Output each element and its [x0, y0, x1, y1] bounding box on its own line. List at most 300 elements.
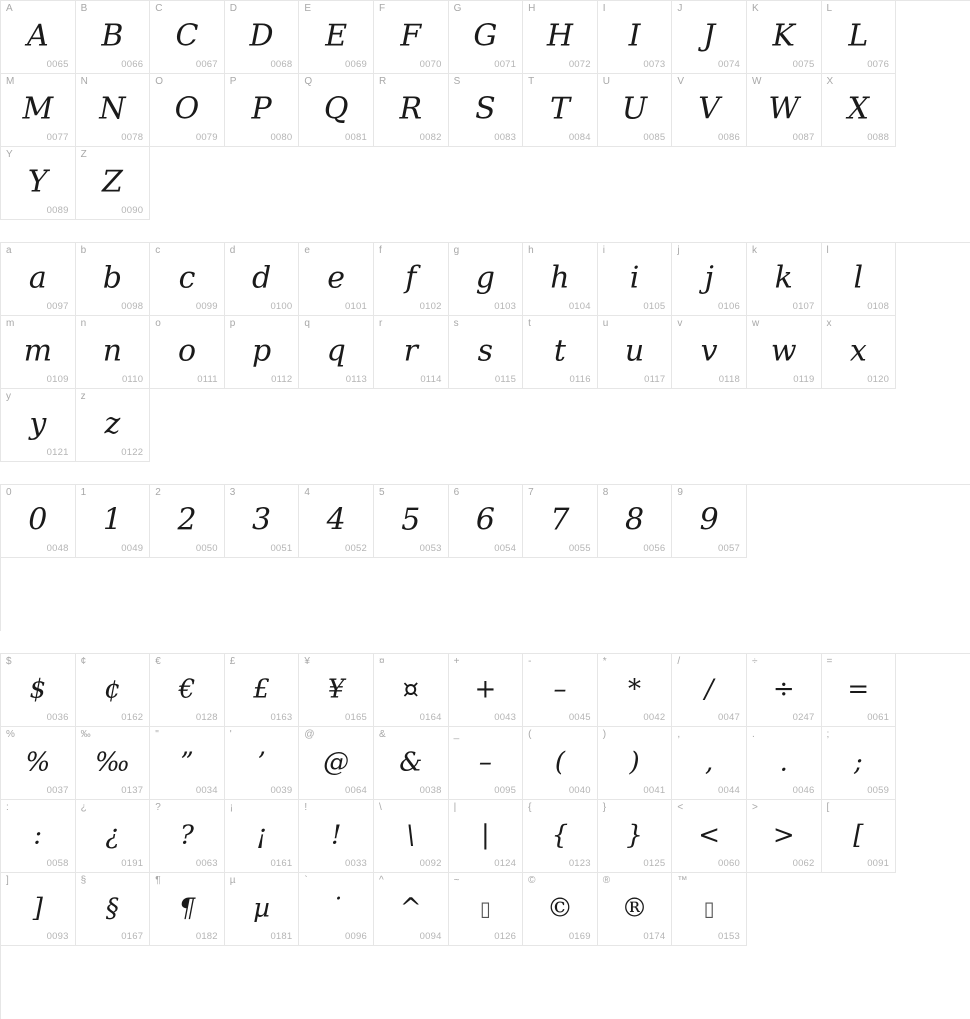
glyph-preview: F — [400, 18, 422, 54]
glyph-char-label: D — [229, 3, 238, 14]
glyph-code: 0068 — [270, 59, 293, 70]
glyph-cell[interactable] — [672, 74, 747, 147]
glyph-char-label: I — [602, 3, 606, 14]
glyph-char-label: * — [602, 656, 607, 667]
glyph-preview: * — [628, 674, 642, 705]
glyph-code: 0063 — [195, 858, 218, 869]
glyph-char-label: § — [80, 875, 87, 886]
glyph-preview: U — [621, 91, 648, 127]
glyph-code: 0161 — [270, 858, 293, 869]
glyph-preview: ¶ — [178, 893, 196, 924]
glyph-cell[interactable] — [598, 873, 673, 946]
glyph-char-label: 3 — [229, 487, 236, 498]
glyph-preview: ¡ — [256, 820, 267, 851]
glyph-code: 0181 — [270, 931, 293, 942]
glyph-code: 0099 — [195, 301, 218, 312]
block-separator — [0, 631, 970, 653]
glyph-char-label: r — [378, 318, 383, 329]
glyph-char-label: , — [677, 729, 681, 740]
glyph-cell[interactable] — [747, 243, 822, 316]
glyph-code: 0101 — [345, 301, 367, 312]
glyph-cell[interactable] — [523, 243, 598, 316]
glyph-cell[interactable] — [598, 74, 673, 147]
glyph-preview: ^ — [399, 893, 422, 924]
glyph-cell[interactable] — [1, 389, 76, 462]
glyph-char-label: b — [80, 245, 87, 256]
glyph-preview: ) — [629, 747, 640, 778]
glyph-preview: ▯ — [703, 896, 715, 921]
glyph-preview: 6 — [475, 502, 495, 538]
glyph-char-label: i — [602, 245, 605, 256]
glyph-cell-empty — [76, 946, 151, 1019]
glyph-char-label: | — [453, 802, 457, 813]
glyph-cell[interactable] — [1, 727, 76, 800]
glyph-code: 0169 — [568, 931, 591, 942]
glyph-code: 0107 — [792, 301, 815, 312]
glyph-preview: $ — [29, 674, 47, 705]
glyph-cell[interactable] — [150, 74, 225, 147]
glyph-cell[interactable] — [449, 74, 524, 147]
glyph-preview: C — [175, 18, 199, 54]
glyph-preview: – — [478, 747, 492, 778]
glyph-cell[interactable] — [374, 800, 449, 873]
glyph-cell[interactable] — [150, 873, 225, 946]
glyph-cell[interactable] — [299, 654, 374, 727]
glyph-cell[interactable] — [150, 485, 225, 558]
glyph-cell[interactable] — [150, 800, 225, 873]
glyph-cell[interactable] — [1, 654, 76, 727]
glyph-cell[interactable] — [76, 243, 151, 316]
glyph-cell[interactable] — [747, 654, 822, 727]
glyph-preview: 3 — [252, 502, 272, 538]
glyph-char-label: O — [155, 76, 163, 87]
glyph-char-label: t — [528, 318, 531, 329]
glyph-code: 0106 — [718, 301, 740, 312]
glyph-preview: : — [33, 820, 43, 851]
glyph-preview: ” — [180, 747, 194, 778]
glyph-char-label: A — [6, 3, 13, 14]
glyph-cell-empty — [822, 485, 897, 558]
glyph-cell[interactable] — [374, 316, 449, 389]
glyph-cell[interactable] — [150, 1, 225, 74]
glyph-code: 0056 — [643, 543, 666, 554]
glyph-char-label: Y — [6, 149, 13, 160]
glyph-char-label: $ — [6, 656, 12, 667]
glyph-char-label: _ — [453, 729, 460, 740]
glyph-code: 0039 — [270, 785, 293, 796]
glyph-cell[interactable] — [150, 727, 225, 800]
glyph-cell[interactable] — [1, 1, 76, 74]
glyph-preview: z — [104, 406, 121, 442]
glyph-preview: ! — [330, 820, 342, 851]
glyph-code: 0105 — [643, 301, 666, 312]
glyph-preview: ] — [32, 893, 43, 924]
glyph-char-label: ` — [304, 875, 308, 886]
glyph-code: 0120 — [867, 374, 890, 385]
glyph-char-label: ¢ — [80, 656, 87, 667]
glyph-cell[interactable] — [672, 316, 747, 389]
glyph-cell-empty — [150, 946, 225, 1019]
glyph-code: 0137 — [121, 785, 144, 796]
glyph-cell[interactable] — [299, 316, 374, 389]
glyph-code: 0059 — [867, 785, 890, 796]
glyph-cell[interactable] — [1, 485, 76, 558]
glyph-code: 0100 — [270, 301, 293, 312]
glyph-cell[interactable] — [225, 243, 300, 316]
glyph-preview: j — [704, 260, 714, 296]
glyph-cell[interactable] — [523, 316, 598, 389]
glyph-preview: 4 — [326, 502, 346, 538]
glyph-code: 0061 — [867, 712, 890, 723]
glyph-cell[interactable] — [523, 800, 598, 873]
glyph-cell[interactable] — [747, 74, 822, 147]
glyph-code: 0072 — [568, 59, 591, 70]
glyph-preview: § — [105, 893, 119, 924]
glyph-code: 0092 — [419, 858, 442, 869]
glyph-cell[interactable] — [822, 316, 897, 389]
glyph-char-label: v — [677, 318, 683, 329]
glyph-cell[interactable] — [299, 74, 374, 147]
glyph-preview: B — [101, 18, 124, 54]
glyph-code: 0066 — [121, 59, 144, 70]
glyph-char-label: ¿ — [80, 802, 87, 813]
glyph-code: 0040 — [568, 785, 591, 796]
glyph-cell[interactable] — [672, 243, 747, 316]
glyph-preview: H — [546, 18, 574, 54]
glyph-code: 0111 — [197, 374, 218, 385]
glyph-cell[interactable] — [449, 485, 524, 558]
glyph-preview: } — [626, 820, 643, 851]
glyph-cell[interactable] — [672, 800, 747, 873]
glyph-cell[interactable] — [822, 800, 897, 873]
glyph-cell[interactable] — [1, 74, 76, 147]
glyph-cell[interactable] — [747, 800, 822, 873]
glyph-code: 0097 — [46, 301, 69, 312]
glyph-cell[interactable] — [1, 800, 76, 873]
glyph-code: 0044 — [718, 785, 740, 796]
glyph-preview: i — [629, 260, 640, 296]
glyph-code: 0114 — [420, 374, 442, 385]
glyph-char-label: / — [677, 656, 681, 667]
glyph-char-label: c — [155, 245, 161, 256]
glyph-char-label: j — [677, 245, 680, 256]
glyph-cell[interactable] — [523, 727, 598, 800]
glyph-cell[interactable] — [374, 654, 449, 727]
glyph-char-label: R — [378, 76, 387, 87]
glyph-cell[interactable] — [225, 316, 300, 389]
glyph-cell[interactable] — [150, 243, 225, 316]
glyph-preview: | — [480, 820, 490, 851]
glyph-cell[interactable] — [225, 873, 300, 946]
glyph-char-label: F — [378, 3, 386, 14]
glyph-cell[interactable] — [598, 800, 673, 873]
glyph-char-label: € — [155, 656, 161, 667]
glyph-code: 0174 — [643, 931, 666, 942]
glyph-cell[interactable] — [449, 316, 524, 389]
glyph-char-label: J — [677, 3, 683, 14]
glyph-cell[interactable] — [598, 1, 673, 74]
glyph-cell[interactable] — [299, 873, 374, 946]
glyph-block-digits — [0, 484, 970, 631]
glyph-cell[interactable] — [449, 1, 524, 74]
glyph-preview: ‰ — [94, 747, 130, 778]
glyph-code: 0112 — [271, 374, 293, 385]
glyph-cell[interactable] — [822, 654, 897, 727]
glyph-preview: y — [29, 406, 47, 442]
glyph-cell[interactable] — [449, 873, 524, 946]
glyph-cell[interactable] — [523, 74, 598, 147]
glyph-char-label: 7 — [528, 487, 534, 498]
glyph-cell[interactable] — [822, 74, 897, 147]
glyph-code: 0033 — [345, 858, 367, 869]
glyph-cell[interactable] — [523, 873, 598, 946]
glyph-cell[interactable] — [299, 1, 374, 74]
glyph-code: 0081 — [345, 132, 367, 143]
glyph-char-label: k — [751, 245, 757, 256]
glyph-cell[interactable] — [1, 243, 76, 316]
glyph-cell[interactable] — [449, 243, 524, 316]
glyph-cell[interactable] — [822, 727, 897, 800]
glyph-cell[interactable] — [374, 873, 449, 946]
glyph-cell[interactable] — [1, 316, 76, 389]
glyph-char-label: P — [229, 76, 237, 87]
glyph-char-label: L — [826, 3, 833, 14]
glyph-cell[interactable] — [299, 485, 374, 558]
glyph-block-symbols — [0, 653, 970, 1019]
glyph-preview: a — [28, 260, 47, 296]
glyph-preview: R — [399, 91, 423, 127]
glyph-code: 0094 — [419, 931, 442, 942]
glyph-char-label: ] — [6, 875, 9, 886]
glyph-code: 0058 — [46, 858, 69, 869]
glyph-cell[interactable] — [598, 654, 673, 727]
glyph-cell[interactable] — [150, 316, 225, 389]
glyph-code: 0153 — [718, 931, 740, 942]
glyph-code: 0124 — [494, 858, 517, 869]
glyph-preview: v — [700, 333, 718, 369]
block-separator — [0, 462, 970, 484]
glyph-code: 0093 — [46, 931, 69, 942]
glyph-cell[interactable] — [225, 727, 300, 800]
glyph-cell[interactable] — [523, 1, 598, 74]
glyph-char-label: H — [528, 3, 536, 14]
glyph-char-label: ¥ — [304, 656, 310, 667]
glyph-cell[interactable] — [225, 654, 300, 727]
glyph-cell[interactable] — [76, 485, 151, 558]
glyph-preview: n — [102, 333, 123, 369]
glyph-preview: h — [550, 260, 570, 296]
glyph-preview: – — [553, 674, 567, 705]
glyph-char-label: 0 — [6, 487, 12, 498]
glyph-char-label: m — [6, 318, 15, 329]
glyph-cell[interactable] — [76, 654, 151, 727]
glyph-preview: k — [774, 260, 793, 296]
glyph-code: 0074 — [718, 59, 740, 70]
glyph-preview: 0 — [28, 502, 48, 538]
glyph-char-label: y — [6, 391, 11, 402]
glyph-cell[interactable] — [76, 800, 151, 873]
glyph-char-label: ~ — [453, 875, 460, 886]
glyph-cell[interactable] — [225, 1, 300, 74]
glyph-code: 0069 — [345, 59, 367, 70]
glyph-code: 0109 — [46, 374, 69, 385]
glyph-char-label: ! — [304, 802, 308, 813]
glyph-code: 0034 — [195, 785, 218, 796]
glyph-preview: 9 — [699, 502, 719, 538]
glyph-cell[interactable] — [449, 654, 524, 727]
glyph-code: 0247 — [792, 712, 815, 723]
glyph-code: 0102 — [419, 301, 442, 312]
glyph-preview: { — [551, 820, 569, 851]
glyph-cell[interactable] — [76, 727, 151, 800]
glyph-code: 0164 — [419, 712, 442, 723]
glyph-cell[interactable] — [822, 1, 897, 74]
glyph-cell[interactable] — [225, 800, 300, 873]
glyph-cell[interactable] — [449, 800, 524, 873]
glyph-char-label: B — [80, 3, 88, 14]
glyph-cell[interactable] — [76, 74, 151, 147]
glyph-code: 0167 — [121, 931, 144, 942]
glyph-char-label: ™ — [677, 875, 688, 886]
glyph-cell[interactable] — [76, 389, 151, 462]
glyph-cell[interactable] — [523, 654, 598, 727]
glyph-preview: d — [251, 260, 272, 296]
glyph-code: 0041 — [643, 785, 666, 796]
glyph-cell[interactable] — [598, 727, 673, 800]
glyph-preview: u — [624, 333, 645, 369]
glyph-preview: ˙ — [329, 893, 343, 924]
glyph-preview: @ — [323, 747, 350, 778]
glyph-char-label: £ — [229, 656, 236, 667]
glyph-char-label: 9 — [677, 487, 683, 498]
glyph-char-label: U — [602, 76, 610, 87]
glyph-cell[interactable] — [76, 873, 151, 946]
glyph-cell[interactable] — [374, 485, 449, 558]
glyph-cell[interactable] — [374, 74, 449, 147]
glyph-char-label: µ — [229, 875, 236, 886]
glyph-preview: I — [628, 18, 641, 54]
glyph-char-label: W — [751, 76, 762, 87]
glyph-code: 0043 — [494, 712, 517, 723]
glyph-code: 0071 — [494, 59, 517, 70]
glyph-cell[interactable] — [225, 485, 300, 558]
glyph-code: 0090 — [121, 205, 144, 216]
glyph-char-label: % — [6, 729, 15, 740]
glyph-cell[interactable] — [225, 74, 300, 147]
glyph-preview: 2 — [177, 502, 197, 538]
glyph-char-label: w — [751, 318, 760, 329]
glyph-preview: > — [772, 820, 795, 851]
glyph-code: 0082 — [419, 132, 442, 143]
glyph-cell[interactable] — [1, 147, 76, 220]
glyph-cell[interactable] — [747, 1, 822, 74]
glyph-cell[interactable] — [449, 727, 524, 800]
glyph-cell[interactable] — [747, 316, 822, 389]
glyph-code: 0076 — [867, 59, 890, 70]
glyph-cell[interactable] — [598, 316, 673, 389]
glyph-cell[interactable] — [672, 1, 747, 74]
glyph-char-label: E — [304, 3, 312, 14]
glyph-cell[interactable] — [76, 147, 151, 220]
glyph-char-label: M — [6, 76, 15, 87]
glyph-code: 0122 — [121, 447, 144, 458]
glyph-char-label: T — [528, 76, 535, 87]
glyph-preview: % — [25, 747, 51, 778]
glyph-cell[interactable] — [672, 727, 747, 800]
glyph-code: 0075 — [792, 59, 815, 70]
glyph-preview: Z — [101, 164, 123, 200]
glyph-preview: P — [251, 91, 272, 127]
glyph-cell[interactable] — [672, 654, 747, 727]
glyph-cell[interactable] — [598, 243, 673, 316]
glyph-code: 0086 — [718, 132, 740, 143]
glyph-preview: / — [704, 674, 714, 705]
glyph-cell[interactable] — [374, 1, 449, 74]
glyph-code: 0125 — [643, 858, 666, 869]
glyph-char-label: 6 — [453, 487, 460, 498]
glyph-preview: ¢ — [104, 674, 121, 705]
glyph-code: 0089 — [46, 205, 69, 216]
glyph-char-label: K — [751, 3, 759, 14]
glyph-code: 0098 — [121, 301, 144, 312]
glyph-code: 0110 — [121, 374, 144, 385]
glyph-cell[interactable] — [672, 485, 747, 558]
glyph-cell[interactable] — [150, 654, 225, 727]
glyph-cell[interactable] — [523, 485, 598, 558]
glyph-code: 0045 — [568, 712, 591, 723]
glyph-code: 0119 — [793, 374, 815, 385]
glyph-cell[interactable] — [76, 316, 151, 389]
glyph-code: 0087 — [792, 132, 815, 143]
glyph-code: 0182 — [195, 931, 218, 942]
glyph-cell[interactable] — [374, 243, 449, 316]
glyph-char-label: u — [602, 318, 609, 329]
glyph-code: 0165 — [345, 712, 367, 723]
glyph-cell[interactable] — [822, 243, 897, 316]
glyph-char-label: > — [751, 802, 758, 813]
glyph-preview: , — [705, 747, 714, 778]
glyph-preview: O — [174, 91, 200, 127]
glyph-cell[interactable] — [598, 485, 673, 558]
glyph-char-label: n — [80, 318, 87, 329]
glyph-code: 0067 — [195, 59, 218, 70]
glyph-char-label: N — [80, 76, 88, 87]
glyph-cell[interactable] — [374, 727, 449, 800]
glyph-preview: l — [853, 260, 864, 296]
glyph-cell[interactable] — [76, 1, 151, 74]
glyph-preview: µ — [253, 893, 271, 924]
glyph-preview: W — [768, 91, 800, 127]
glyph-preview: < — [698, 820, 721, 851]
glyph-code: 0070 — [419, 59, 442, 70]
glyph-cell[interactable] — [299, 727, 374, 800]
glyph-cell[interactable] — [672, 873, 747, 946]
glyph-preview: ¥ — [327, 674, 345, 705]
glyph-char-label: e — [304, 245, 310, 256]
glyph-cell[interactable] — [747, 727, 822, 800]
glyph-char-label: ¡ — [229, 802, 234, 813]
glyph-preview: E — [325, 18, 348, 54]
glyph-char-label: ‰ — [80, 729, 91, 740]
glyph-cell[interactable] — [1, 873, 76, 946]
glyph-char-label: ) — [602, 729, 607, 740]
glyph-code: 0049 — [121, 543, 144, 554]
glyph-preview: K — [772, 18, 795, 54]
glyph-code: 0078 — [121, 132, 144, 143]
glyph-cell[interactable] — [299, 243, 374, 316]
glyph-char-label: l — [826, 245, 829, 256]
glyph-cell[interactable] — [299, 800, 374, 873]
